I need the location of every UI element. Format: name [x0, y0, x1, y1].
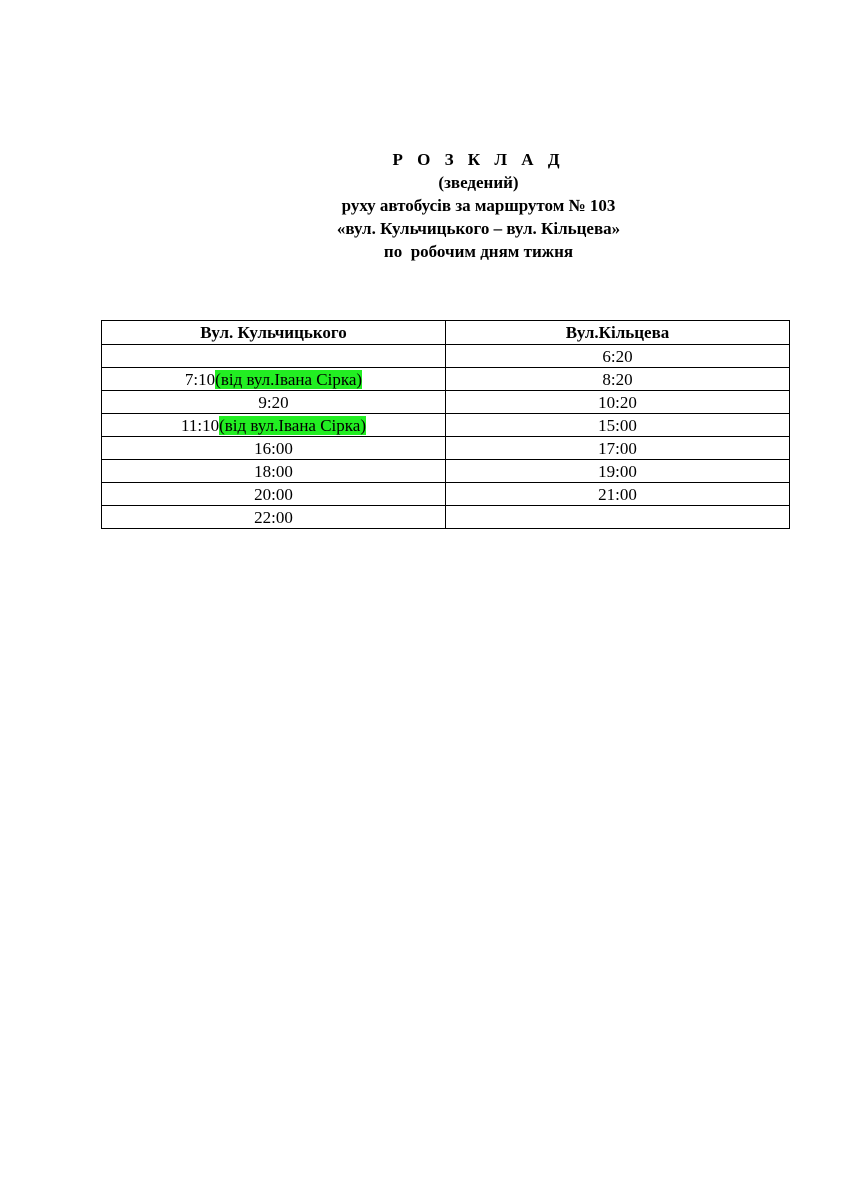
table-row	[102, 437, 790, 460]
table-row	[102, 368, 790, 391]
title-heading: Р О З К Л А Д	[392, 150, 565, 169]
highlighted-route-note: (від вул.Івана Сірка)	[219, 415, 366, 435]
departure-time: 19:00	[598, 461, 637, 481]
departure-time: 6:20	[602, 346, 633, 366]
departure-cell-right	[446, 368, 790, 391]
table-row	[102, 414, 790, 437]
departure-cell-right	[446, 345, 790, 368]
column-header-kulchytskoho: Вул. Кульчицького	[102, 321, 446, 345]
departure-cell-left	[102, 368, 446, 391]
schedule-table	[101, 320, 790, 529]
table-row	[102, 391, 790, 414]
title-route-name: «вул. Кульчицького – вул. Кільцева»	[336, 219, 621, 238]
table-row	[102, 483, 790, 506]
table-row	[102, 506, 790, 529]
departure-time: 21:00	[598, 484, 637, 504]
table-row	[102, 345, 790, 368]
schedule-title-block	[0, 148, 849, 263]
column-header-kiltseva: Вул.Кільцева	[446, 321, 790, 345]
highlighted-route-note: (від вул.Івана Сірка)	[215, 369, 363, 389]
departure-time: 10:20	[598, 392, 637, 412]
departure-cell-left	[102, 391, 446, 414]
departure-cell-left	[102, 506, 446, 529]
departure-cell-left	[102, 460, 446, 483]
departure-time: 20:00	[254, 484, 293, 504]
departure-time: 17:00	[598, 438, 637, 458]
departure-cell-left	[102, 414, 446, 437]
departure-time: 18:00	[254, 461, 293, 481]
departure-cell-right	[446, 437, 790, 460]
departure-cell-right	[446, 414, 790, 437]
departure-cell-left	[102, 345, 446, 368]
departure-time: 11:10	[180, 415, 220, 435]
table-header-row	[102, 321, 790, 345]
title-route-line: руху автобусів за маршрутом № 103	[341, 196, 616, 215]
title-subheading: (зведений)	[438, 173, 519, 192]
departure-time: 15:00	[598, 415, 637, 435]
title-days-line: по робочим дням тижня	[383, 242, 574, 261]
departure-cell-right	[446, 506, 790, 529]
departure-time: 7:10	[184, 369, 216, 389]
departure-cell-right	[446, 460, 790, 483]
table-row	[102, 460, 790, 483]
departure-cell-right	[446, 483, 790, 506]
departure-cell-left	[102, 483, 446, 506]
departure-time: 8:20	[602, 369, 633, 389]
departure-cell-right	[446, 391, 790, 414]
departure-cell-left	[102, 437, 446, 460]
departure-time: 16:00	[254, 438, 293, 458]
departure-time: 22:00	[254, 507, 293, 527]
departure-time: 9:20	[258, 392, 289, 412]
